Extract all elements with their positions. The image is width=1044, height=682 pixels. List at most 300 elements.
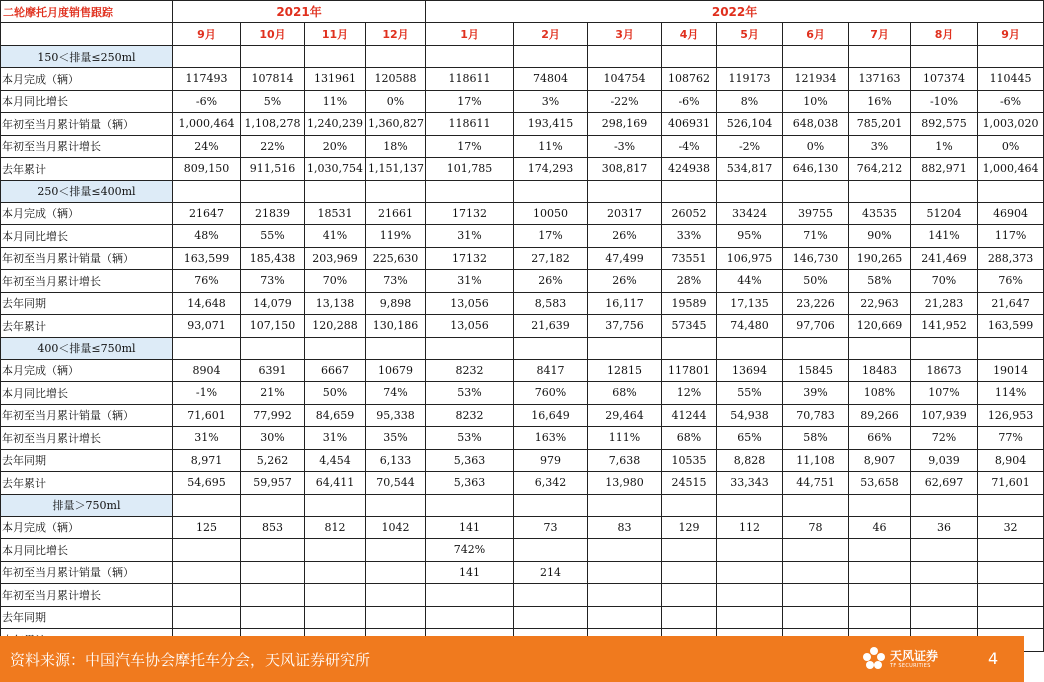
value-cell: 59,957 xyxy=(241,472,305,495)
source-note: 资料来源：中国汽车协会摩托车分会，天风证券研究所 xyxy=(10,651,371,669)
value-cell xyxy=(662,539,717,562)
value-cell: 20% xyxy=(305,135,366,158)
month-header: 9月 xyxy=(978,23,1044,46)
value-cell: 39755 xyxy=(783,202,849,225)
table-row xyxy=(1,113,1044,136)
year-header: 2022年 xyxy=(426,1,1044,23)
value-cell: -2% xyxy=(717,135,783,158)
value-cell: 1,151,137 xyxy=(366,158,426,181)
value-cell: 1,240,239 xyxy=(305,113,366,136)
value-cell xyxy=(588,584,662,607)
value-cell: 13,138 xyxy=(305,292,366,315)
value-cell: 11% xyxy=(305,90,366,113)
value-cell: 66% xyxy=(849,427,911,450)
empty-cell xyxy=(305,494,366,516)
empty-cell xyxy=(366,337,426,359)
value-cell: 7,638 xyxy=(588,449,662,472)
value-cell: 43535 xyxy=(849,202,911,225)
value-cell xyxy=(588,539,662,562)
table-row xyxy=(1,561,1044,584)
value-cell: -4% xyxy=(662,135,717,158)
empty-cell xyxy=(911,494,978,516)
logo-subtext: TF SECURITIES xyxy=(890,663,931,669)
value-cell: 47,499 xyxy=(588,247,662,270)
value-cell: 108% xyxy=(849,382,911,405)
value-cell xyxy=(366,606,426,629)
value-cell: 111% xyxy=(588,427,662,450)
value-cell: 0% xyxy=(978,135,1044,158)
value-cell: 31% xyxy=(426,225,514,248)
value-cell: 19014 xyxy=(978,359,1044,382)
value-cell xyxy=(911,584,978,607)
value-cell: 225,630 xyxy=(366,247,426,270)
value-cell: 16,117 xyxy=(588,292,662,315)
table-row xyxy=(1,427,1044,450)
row-label: 去年同期 xyxy=(1,292,173,315)
value-cell: 288,373 xyxy=(978,247,1044,270)
value-cell: 8232 xyxy=(426,404,514,427)
empty-cell xyxy=(173,180,241,202)
row-label: 本月同比增长 xyxy=(1,90,173,113)
empty-cell xyxy=(426,494,514,516)
value-cell: 17% xyxy=(426,90,514,113)
value-cell: 892,575 xyxy=(911,113,978,136)
value-cell xyxy=(426,606,514,629)
value-cell xyxy=(173,539,241,562)
value-cell: 83 xyxy=(588,516,662,539)
month-header: 3月 xyxy=(588,23,662,46)
value-cell: 70,783 xyxy=(783,404,849,427)
empty-cell xyxy=(978,494,1044,516)
empty-cell xyxy=(241,337,305,359)
value-cell: 19589 xyxy=(662,292,717,315)
month-header: 12月 xyxy=(366,23,426,46)
value-cell: 31% xyxy=(426,270,514,293)
value-cell: 117% xyxy=(978,225,1044,248)
value-cell xyxy=(366,561,426,584)
value-cell: 74% xyxy=(366,382,426,405)
value-cell: 48% xyxy=(173,225,241,248)
value-cell: 8,583 xyxy=(514,292,588,315)
value-cell: 3% xyxy=(514,90,588,113)
value-cell: 53% xyxy=(426,382,514,405)
value-cell: 101,785 xyxy=(426,158,514,181)
value-cell: 1,003,020 xyxy=(978,113,1044,136)
value-cell: 107% xyxy=(911,382,978,405)
value-cell: 13,056 xyxy=(426,292,514,315)
value-cell: 44,751 xyxy=(783,472,849,495)
value-cell xyxy=(173,561,241,584)
value-cell: 12815 xyxy=(588,359,662,382)
company-logo xyxy=(862,644,942,676)
value-cell: 72% xyxy=(911,427,978,450)
value-cell: 65% xyxy=(717,427,783,450)
value-cell xyxy=(783,539,849,562)
value-cell: 24515 xyxy=(662,472,717,495)
month-header: 2月 xyxy=(514,23,588,46)
value-cell: 76% xyxy=(173,270,241,293)
value-cell: 120,669 xyxy=(849,315,911,338)
value-cell: 21,639 xyxy=(514,315,588,338)
empty-cell xyxy=(241,46,305,68)
value-cell: 35% xyxy=(366,427,426,450)
empty-cell xyxy=(783,494,849,516)
value-cell: 107374 xyxy=(911,68,978,91)
value-cell: 14,648 xyxy=(173,292,241,315)
month-header: 1月 xyxy=(426,23,514,46)
value-cell: 119173 xyxy=(717,68,783,91)
empty-cell xyxy=(717,46,783,68)
value-cell: 120588 xyxy=(366,68,426,91)
section-label: 400＜排量≤750ml xyxy=(1,337,173,359)
value-cell: 17132 xyxy=(426,247,514,270)
value-cell: 6,342 xyxy=(514,472,588,495)
value-cell: 11,108 xyxy=(783,449,849,472)
value-cell: 51204 xyxy=(911,202,978,225)
value-cell: 76% xyxy=(978,270,1044,293)
value-cell xyxy=(241,606,305,629)
value-cell: 241,469 xyxy=(911,247,978,270)
value-cell xyxy=(849,606,911,629)
value-cell: 9,898 xyxy=(366,292,426,315)
value-cell: 5,363 xyxy=(426,449,514,472)
value-cell: 911,516 xyxy=(241,158,305,181)
value-cell: 17132 xyxy=(426,202,514,225)
value-cell: 117493 xyxy=(173,68,241,91)
value-cell: 78 xyxy=(783,516,849,539)
value-cell xyxy=(783,584,849,607)
value-cell xyxy=(978,606,1044,629)
month-header: 9月 xyxy=(173,23,241,46)
value-cell: 5,363 xyxy=(426,472,514,495)
value-cell xyxy=(911,539,978,562)
value-cell: 70,544 xyxy=(366,472,426,495)
empty-cell xyxy=(911,337,978,359)
section-row xyxy=(1,494,1044,516)
value-cell xyxy=(717,584,783,607)
row-label: 本月同比增长 xyxy=(1,539,173,562)
table-row xyxy=(1,584,1044,607)
value-cell: 174,293 xyxy=(514,158,588,181)
month-header: 8月 xyxy=(911,23,978,46)
empty-cell xyxy=(514,46,588,68)
value-cell: 23,226 xyxy=(783,292,849,315)
value-cell: 16,649 xyxy=(514,404,588,427)
value-cell: 648,038 xyxy=(783,113,849,136)
table-row xyxy=(1,539,1044,562)
value-cell xyxy=(849,584,911,607)
value-cell: -1% xyxy=(173,382,241,405)
value-cell: 26052 xyxy=(662,202,717,225)
table-row xyxy=(1,202,1044,225)
value-cell: 742% xyxy=(426,539,514,562)
value-cell: 17,135 xyxy=(717,292,783,315)
value-cell: 118611 xyxy=(426,113,514,136)
value-cell: -6% xyxy=(662,90,717,113)
table-row xyxy=(1,270,1044,293)
value-cell: 8,828 xyxy=(717,449,783,472)
value-cell: 95,338 xyxy=(366,404,426,427)
value-cell: 53% xyxy=(426,427,514,450)
value-cell: 55% xyxy=(717,382,783,405)
value-cell xyxy=(426,584,514,607)
value-cell: 71,601 xyxy=(173,404,241,427)
empty-cell xyxy=(911,46,978,68)
page-number: 4 xyxy=(988,649,999,668)
value-cell: 8904 xyxy=(173,359,241,382)
value-cell xyxy=(305,539,366,562)
value-cell: 141,952 xyxy=(911,315,978,338)
row-label: 年初至当月累计增长 xyxy=(1,584,173,607)
value-cell: 163,599 xyxy=(978,315,1044,338)
empty-cell xyxy=(514,494,588,516)
empty-cell xyxy=(305,180,366,202)
table-row xyxy=(1,68,1044,91)
empty-cell xyxy=(588,46,662,68)
value-cell: 12% xyxy=(662,382,717,405)
empty-cell xyxy=(514,337,588,359)
table-row xyxy=(1,472,1044,495)
value-cell: 126,953 xyxy=(978,404,1044,427)
value-cell: 1042 xyxy=(366,516,426,539)
value-cell: 5% xyxy=(241,90,305,113)
empty-cell xyxy=(366,180,426,202)
value-cell: 534,817 xyxy=(717,158,783,181)
header-corner-cell xyxy=(1,23,173,46)
empty-cell xyxy=(241,494,305,516)
empty-cell xyxy=(783,46,849,68)
value-cell: 203,969 xyxy=(305,247,366,270)
month-header: 11月 xyxy=(305,23,366,46)
value-cell: 1,360,827 xyxy=(366,113,426,136)
value-cell: 26% xyxy=(514,270,588,293)
value-cell: 979 xyxy=(514,449,588,472)
value-cell: 107814 xyxy=(241,68,305,91)
value-cell: -6% xyxy=(173,90,241,113)
section-label: 250＜排量≤400ml xyxy=(1,180,173,202)
value-cell: -6% xyxy=(978,90,1044,113)
empty-cell xyxy=(305,337,366,359)
logo-text: 天风证券 xyxy=(890,649,939,663)
value-cell: 33,343 xyxy=(717,472,783,495)
value-cell: 8232 xyxy=(426,359,514,382)
value-cell: 104754 xyxy=(588,68,662,91)
value-cell: 77,992 xyxy=(241,404,305,427)
month-header-row xyxy=(1,23,1044,46)
value-cell xyxy=(783,606,849,629)
year-header: 2021年 xyxy=(173,1,426,23)
value-cell: 18531 xyxy=(305,202,366,225)
value-cell: 41% xyxy=(305,225,366,248)
value-cell xyxy=(173,606,241,629)
value-cell: 22,963 xyxy=(849,292,911,315)
value-cell: 131961 xyxy=(305,68,366,91)
value-cell xyxy=(662,606,717,629)
empty-cell xyxy=(662,46,717,68)
footer-bar xyxy=(0,636,1024,682)
table-row xyxy=(1,315,1044,338)
value-cell: 6,133 xyxy=(366,449,426,472)
month-header: 10月 xyxy=(241,23,305,46)
value-cell: 0% xyxy=(366,90,426,113)
value-cell xyxy=(717,561,783,584)
empty-cell xyxy=(717,494,783,516)
value-cell: 10050 xyxy=(514,202,588,225)
value-cell: 32 xyxy=(978,516,1044,539)
value-cell: 106,975 xyxy=(717,247,783,270)
table-row xyxy=(1,158,1044,181)
row-label: 年初至当月累计销量（辆） xyxy=(1,404,173,427)
table-row xyxy=(1,135,1044,158)
value-cell: 39% xyxy=(783,382,849,405)
value-cell: 28% xyxy=(662,270,717,293)
value-cell: 74804 xyxy=(514,68,588,91)
value-cell: 18483 xyxy=(849,359,911,382)
value-cell: 58% xyxy=(849,270,911,293)
value-cell: 0% xyxy=(783,135,849,158)
value-cell xyxy=(305,584,366,607)
value-cell: 13694 xyxy=(717,359,783,382)
value-cell xyxy=(978,584,1044,607)
value-cell: 62,697 xyxy=(911,472,978,495)
value-cell: 21647 xyxy=(173,202,241,225)
empty-cell xyxy=(717,180,783,202)
value-cell: 53,658 xyxy=(849,472,911,495)
value-cell: 74,480 xyxy=(717,315,783,338)
value-cell: 89,266 xyxy=(849,404,911,427)
table-title: 二轮摩托月度销售跟踪 xyxy=(1,1,173,23)
value-cell: 21% xyxy=(241,382,305,405)
value-cell xyxy=(514,606,588,629)
value-cell: 18673 xyxy=(911,359,978,382)
value-cell: 15845 xyxy=(783,359,849,382)
empty-cell xyxy=(241,180,305,202)
empty-cell xyxy=(662,337,717,359)
value-cell: 26% xyxy=(588,225,662,248)
value-cell: 37,756 xyxy=(588,315,662,338)
row-label: 年初至当月累计销量（辆） xyxy=(1,113,173,136)
row-label: 去年累计 xyxy=(1,472,173,495)
value-cell: 764,212 xyxy=(849,158,911,181)
value-cell xyxy=(911,606,978,629)
value-cell: 71,601 xyxy=(978,472,1044,495)
value-cell: 8,907 xyxy=(849,449,911,472)
value-cell: 84,659 xyxy=(305,404,366,427)
value-cell xyxy=(514,584,588,607)
value-cell: 18% xyxy=(366,135,426,158)
section-label: 150＜排量≤250ml xyxy=(1,46,173,68)
value-cell: 4,454 xyxy=(305,449,366,472)
section-row xyxy=(1,180,1044,202)
table-row xyxy=(1,449,1044,472)
value-cell: 50% xyxy=(305,382,366,405)
value-cell: 57345 xyxy=(662,315,717,338)
row-label: 年初至当月累计增长 xyxy=(1,135,173,158)
empty-cell xyxy=(426,180,514,202)
section-row xyxy=(1,46,1044,68)
value-cell: 646,130 xyxy=(783,158,849,181)
value-cell: 1,108,278 xyxy=(241,113,305,136)
value-cell: 55% xyxy=(241,225,305,248)
table-row xyxy=(1,247,1044,270)
value-cell: 146,730 xyxy=(783,247,849,270)
row-label: 本月完成（辆） xyxy=(1,202,173,225)
value-cell xyxy=(173,584,241,607)
value-cell: 68% xyxy=(588,382,662,405)
value-cell: 3% xyxy=(849,135,911,158)
value-cell: 27,182 xyxy=(514,247,588,270)
value-cell: 8417 xyxy=(514,359,588,382)
value-cell: 14,079 xyxy=(241,292,305,315)
row-label: 年初至当月累计增长 xyxy=(1,270,173,293)
value-cell: 71% xyxy=(783,225,849,248)
row-label: 去年累计 xyxy=(1,315,173,338)
month-header: 4月 xyxy=(662,23,717,46)
empty-cell xyxy=(173,337,241,359)
value-cell xyxy=(588,561,662,584)
value-cell: 118611 xyxy=(426,68,514,91)
value-cell: 64,411 xyxy=(305,472,366,495)
empty-cell xyxy=(717,337,783,359)
value-cell: 41244 xyxy=(662,404,717,427)
month-header: 6月 xyxy=(783,23,849,46)
empty-cell xyxy=(978,180,1044,202)
section-label: 排量＞750ml xyxy=(1,494,173,516)
value-cell: 120,288 xyxy=(305,315,366,338)
value-cell: 107,150 xyxy=(241,315,305,338)
value-cell: 193,415 xyxy=(514,113,588,136)
value-cell xyxy=(305,561,366,584)
value-cell: 13,056 xyxy=(426,315,514,338)
value-cell: 10679 xyxy=(366,359,426,382)
value-cell: 20317 xyxy=(588,202,662,225)
value-cell xyxy=(911,561,978,584)
value-cell: 21,647 xyxy=(978,292,1044,315)
row-label: 本月同比增长 xyxy=(1,382,173,405)
month-header: 5月 xyxy=(717,23,783,46)
value-cell: 17% xyxy=(426,135,514,158)
table-row xyxy=(1,382,1044,405)
row-label: 年初至当月累计销量（辆） xyxy=(1,561,173,584)
value-cell: 6391 xyxy=(241,359,305,382)
value-cell: 424938 xyxy=(662,158,717,181)
value-cell: 8,971 xyxy=(173,449,241,472)
empty-cell xyxy=(588,494,662,516)
value-cell xyxy=(662,561,717,584)
value-cell: -22% xyxy=(588,90,662,113)
value-cell: 33424 xyxy=(717,202,783,225)
value-cell: 141 xyxy=(426,516,514,539)
value-cell: 809,150 xyxy=(173,158,241,181)
value-cell xyxy=(241,561,305,584)
value-cell: 24% xyxy=(173,135,241,158)
value-cell: 190,265 xyxy=(849,247,911,270)
value-cell: 73% xyxy=(241,270,305,293)
flower-logo-icon xyxy=(862,646,886,670)
value-cell: 117801 xyxy=(662,359,717,382)
value-cell xyxy=(978,561,1044,584)
value-cell: 58% xyxy=(783,427,849,450)
table-row xyxy=(1,90,1044,113)
value-cell xyxy=(978,539,1044,562)
table-row xyxy=(1,516,1044,539)
row-label: 年初至当月累计销量（辆） xyxy=(1,247,173,270)
value-cell: 6667 xyxy=(305,359,366,382)
value-cell: 73 xyxy=(514,516,588,539)
value-cell: 21839 xyxy=(241,202,305,225)
empty-cell xyxy=(426,46,514,68)
value-cell: 8,904 xyxy=(978,449,1044,472)
